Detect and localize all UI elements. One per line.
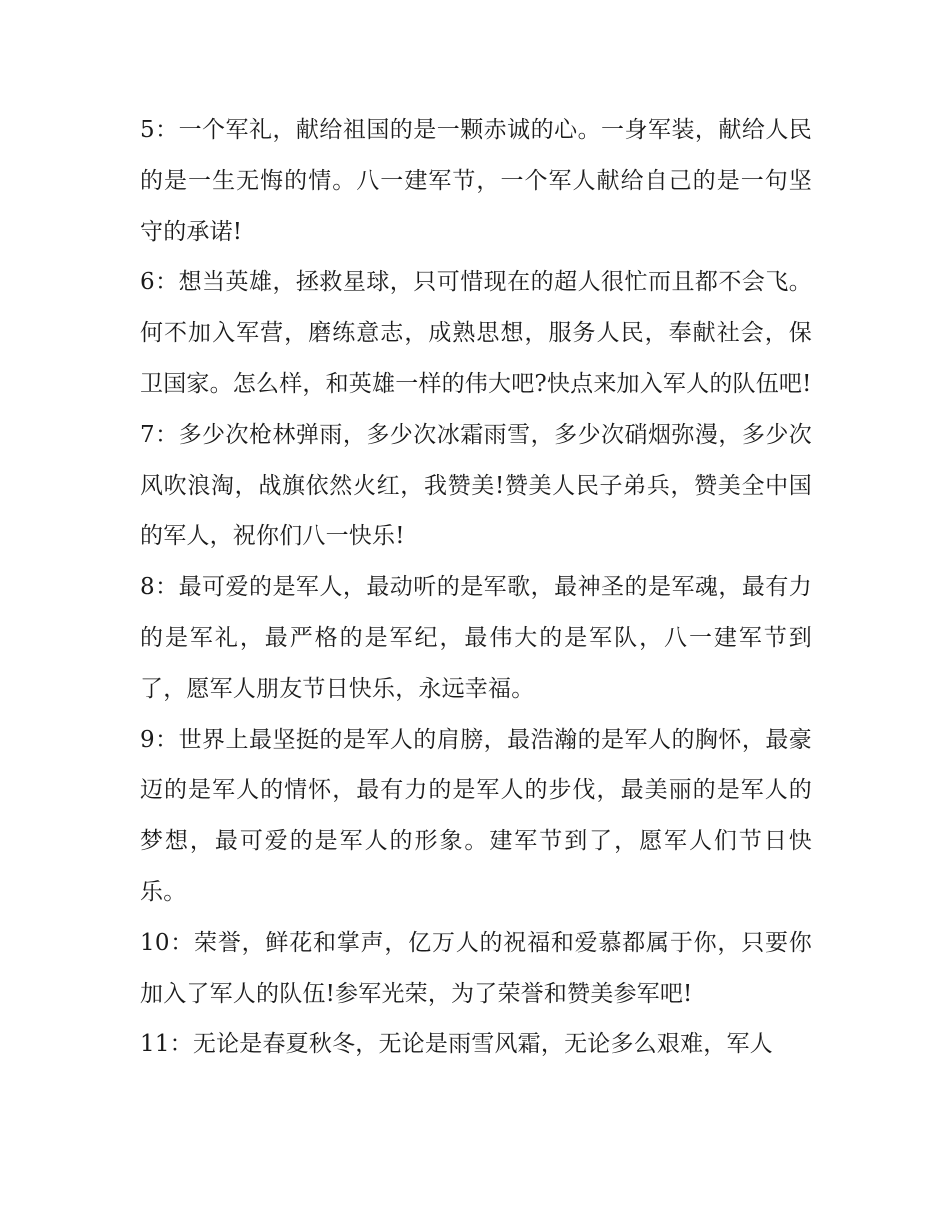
paragraph-11: 11：无论是春夏秋冬，无论是雨雪风霜，无论多么艰难，军人 bbox=[140, 1031, 773, 1058]
paragraph-8: 8：最可爱的是军人，最动听的是军歌，最神圣的是军魂，最有力的是军礼，最严格的是军纪，最伟大的是军队，八一建军节到了，愿军人朋友节日快乐，永远幸福。 bbox=[140, 574, 812, 702]
paragraph-6: 6：想当英雄，拯救星球，只可惜现在的超人很忙而且都不会飞。何不加入军营，磨练意志，成熟思想，服务人民，奉献社会，保卫国家。怎么样，和英雄一样的伟大吧?快点来加入军人的队伍吧! bbox=[140, 269, 812, 397]
paragraph-10: 10：荣誉，鲜花和掌声，亿万人的祝福和爱慕都属于你，只要你加入了军人的队伍!参军光荣，为了荣誉和赞美参军吧! bbox=[140, 929, 812, 1007]
paragraph-5: 5：一个军礼，献给祖国的是一颗赤诚的心。一身军装，献给人民的是一生无悔的情。八一建军节，一个军人献给自己的是一句坚守的承诺! bbox=[140, 117, 812, 245]
document-body bbox=[140, 105, 812, 1070]
paragraph-9: 9：世界上最坚挺的是军人的肩膀，最浩瀚的是军人的胸怀，最豪迈的是军人的情怀，最有力的是军人的步伐，最美丽的是军人的梦想，最可爱的是军人的形象。建军节到了，愿军人们节日快乐。 bbox=[140, 726, 812, 905]
paragraph-7: 7：多少次枪林弹雨，多少次冰霜雨雪，多少次硝烟弥漫，多少次风吹浪淘，战旗依然火红，我赞美!赞美人民子弟兵，赞美全中国的军人，祝你们八一快乐! bbox=[140, 421, 812, 550]
